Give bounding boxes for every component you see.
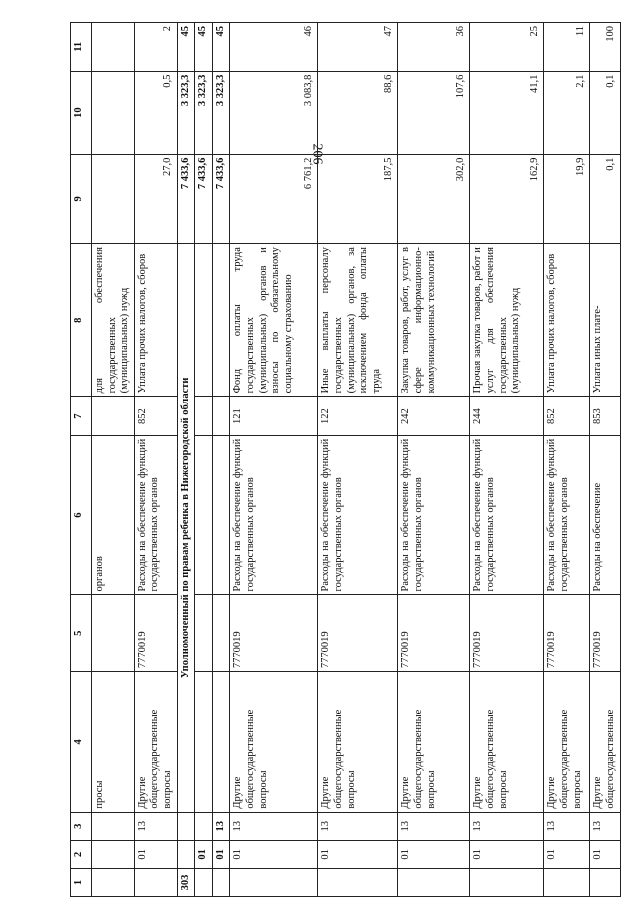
table-cell	[212, 672, 230, 813]
table-cell: 3 323,3	[177, 71, 195, 154]
table-cell: Уплата прочих налогов, сборов	[544, 244, 590, 397]
table-cell: 0,1	[590, 71, 620, 154]
table-cell	[195, 812, 213, 840]
table-cell: 13	[212, 812, 230, 840]
table-cell: 01	[318, 840, 398, 868]
table-cell: 7 433,6	[212, 154, 230, 243]
table-cell	[177, 840, 195, 868]
table-cell: 01	[470, 840, 544, 868]
table-cell: 01	[212, 840, 230, 868]
table-cell: Расходы на обеспечение	[590, 435, 620, 595]
header-cell: 5	[71, 595, 92, 672]
table-cell	[398, 868, 470, 896]
table-row	[195, 23, 213, 897]
table-cell: Иные выплаты персоналу государственных (муниципальных) органов, за исключением фонда оплаты труда	[318, 244, 398, 397]
table-cell: 7770019	[230, 595, 318, 672]
table-cell: 27,0	[134, 154, 177, 243]
table-cell	[318, 868, 398, 896]
table-cell	[212, 244, 230, 397]
table-cell: 3 323,3	[212, 71, 230, 154]
table-cell: 187,5	[318, 154, 398, 243]
table-cell: 7770019	[544, 595, 590, 672]
table-cell: 13	[134, 812, 177, 840]
table-row	[177, 23, 195, 897]
header-cell: 11	[71, 23, 92, 72]
table-row	[318, 23, 398, 897]
header-cell: 9	[71, 154, 92, 243]
table-cell: 7 433,6	[177, 154, 195, 243]
table-cell: 122	[318, 397, 398, 435]
rotated-table-wrapper	[70, 22, 622, 897]
table-cell: Расходы на обеспечение функций государственных органов	[398, 435, 470, 595]
table-cell: 01	[544, 840, 590, 868]
table-cell	[212, 397, 230, 435]
table-cell: 13	[590, 812, 620, 840]
table-cell: просы	[92, 672, 135, 813]
table-cell: Закупка товаров, работ, услуг в сфере информационно-коммуникационных технологий	[398, 244, 470, 397]
table-cell: 36	[398, 23, 470, 72]
table-cell: Расходы на обеспечение функций государственных органов	[470, 435, 544, 595]
header-cell: 4	[71, 672, 92, 813]
table-cell: органов	[92, 435, 135, 595]
table-cell: 47	[318, 23, 398, 72]
table-cell	[92, 868, 135, 896]
table-cell: 19,9	[544, 154, 590, 243]
table-row	[92, 23, 135, 897]
table-cell: 7770019	[398, 595, 470, 672]
table-cell: 852	[544, 397, 590, 435]
table-cell: для обеспечения государственных (муниципальных) нужд	[92, 244, 135, 397]
table-cell: 45	[177, 23, 195, 72]
table-row	[134, 23, 177, 897]
table-cell: 7770019	[470, 595, 544, 672]
table-cell: 0,5	[134, 71, 177, 154]
table-cell	[195, 244, 213, 397]
table-cell: 244	[470, 397, 544, 435]
table-cell: 7770019	[134, 595, 177, 672]
table-cell: 11	[544, 23, 590, 72]
table-cell	[195, 672, 213, 813]
table-cell: 852	[134, 397, 177, 435]
table-cell: 13	[544, 812, 590, 840]
table-cell: 2,1	[544, 71, 590, 154]
table-cell: 41,1	[470, 71, 544, 154]
table-row	[398, 23, 470, 897]
table-cell	[590, 868, 620, 896]
table-cell	[92, 397, 135, 435]
table-cell: 45	[212, 23, 230, 72]
header-cell: 3	[71, 812, 92, 840]
table-cell: 13	[470, 812, 544, 840]
table-cell	[230, 868, 318, 896]
header-cell: 7	[71, 397, 92, 435]
table-cell	[92, 71, 135, 154]
table-cell: 01	[195, 840, 213, 868]
table-cell: Прочая закупка товаров, работ и услуг для обеспечения государственных (муниципальных) нужд	[470, 244, 544, 397]
table-cell: 3 083,8	[230, 71, 318, 154]
header-cell: 6	[71, 435, 92, 595]
table-cell	[134, 868, 177, 896]
table-cell: 13	[318, 812, 398, 840]
header-row	[71, 23, 92, 897]
table-cell: Расходы на обеспечение функций государственных органов	[230, 435, 318, 595]
table-cell: 100	[590, 23, 620, 72]
table-cell: 2	[134, 23, 177, 72]
table-cell: Другие общегосударственные вопросы	[230, 672, 318, 813]
table-cell: 01	[590, 840, 620, 868]
table-cell	[92, 154, 135, 243]
table-cell: 6 761,2	[230, 154, 318, 243]
rotated-table	[70, 22, 622, 897]
section-title: Уполномоченный по правам ребенка в Нижегородской области	[177, 244, 195, 813]
table-cell: Другие общегосударственные вопросы	[134, 672, 177, 813]
table-cell: 7770019	[590, 595, 620, 672]
table-cell: Расходы на обеспечение функций государственных органов	[544, 435, 590, 595]
table-row	[470, 23, 544, 897]
table-cell	[195, 868, 213, 896]
table-cell: Другие общегосударственные вопросы	[470, 672, 544, 813]
page-number: 206	[309, 143, 325, 165]
table-cell: Другие общегосударственные вопросы	[318, 672, 398, 813]
table-cell: Другие общегосударственные	[590, 672, 620, 813]
table-cell: 162,9	[470, 154, 544, 243]
table-row	[544, 23, 590, 897]
table-cell: Другие общегосударственные вопросы	[398, 672, 470, 813]
table-row	[590, 23, 620, 897]
table-cell: 13	[230, 812, 318, 840]
table-cell: Фонд оплаты труда государственных (муниципальных) органов и взносы по обязательному социальному страхованию	[230, 244, 318, 397]
table-row	[230, 23, 318, 897]
table-cell	[195, 595, 213, 672]
table-cell: Расходы на обеспечение функций государственных органов	[318, 435, 398, 595]
table-cell: 01	[398, 840, 470, 868]
table-cell: 0,1	[590, 154, 620, 243]
header-cell: 8	[71, 244, 92, 397]
table-cell: 7 433,6	[195, 154, 213, 243]
table-cell: 46	[230, 23, 318, 72]
table-cell	[212, 595, 230, 672]
table-cell: 303	[177, 868, 195, 896]
table-cell: 88,6	[318, 71, 398, 154]
table-cell: 7770019	[318, 595, 398, 672]
table-cell	[470, 868, 544, 896]
table-cell	[177, 812, 195, 840]
table-cell: 45	[195, 23, 213, 72]
table-cell: Расходы на обеспечение функций государственных органов	[134, 435, 177, 595]
table-cell	[92, 595, 135, 672]
table-cell	[92, 840, 135, 868]
table-cell: 853	[590, 397, 620, 435]
table-cell	[92, 812, 135, 840]
table-cell	[212, 868, 230, 896]
header-cell: 1	[71, 868, 92, 896]
table-cell: 13	[398, 812, 470, 840]
table-row	[212, 23, 230, 897]
table-cell	[212, 435, 230, 595]
header-cell: 2	[71, 840, 92, 868]
table-cell: 01	[230, 840, 318, 868]
table-cell: Другие общегосударственные вопросы	[544, 672, 590, 813]
table-cell: 242	[398, 397, 470, 435]
table-cell	[92, 23, 135, 72]
table-cell: 107,6	[398, 71, 470, 154]
table-cell	[544, 868, 590, 896]
table-cell: Уплата прочих налогов, сборов	[134, 244, 177, 397]
table-cell: 25	[470, 23, 544, 72]
table-cell: 3 323,3	[195, 71, 213, 154]
table-cell: 302,0	[398, 154, 470, 243]
table-cell: 01	[134, 840, 177, 868]
table-cell: 121	[230, 397, 318, 435]
header-cell: 10	[71, 71, 92, 154]
table-cell	[195, 435, 213, 595]
budget-table	[70, 22, 621, 897]
table-cell	[195, 397, 213, 435]
table-cell: Уплата иных плате-	[590, 244, 620, 397]
